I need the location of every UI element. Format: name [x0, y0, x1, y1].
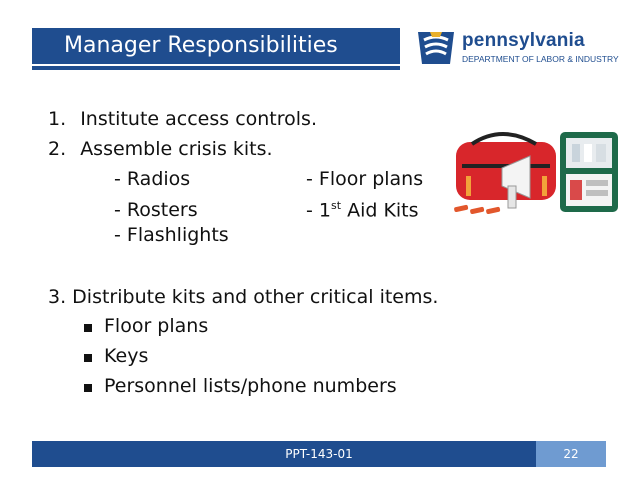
logo-subtitle: DEPARTMENT OF LABOR & INDUSTRY: [462, 54, 619, 64]
list-item-1: [48, 108, 317, 130]
item-text: Institute access controls.: [80, 108, 317, 130]
slide-title: Manager Responsibilities: [32, 28, 400, 64]
bullet-item: Personnel lists/phone numbers: [104, 375, 397, 397]
kit-item-flashlights: - Flashlights: [114, 224, 229, 246]
kit-item-floor-plans: - Floor plans: [306, 168, 424, 190]
first-aid-suffix: Aid Kits: [341, 199, 419, 222]
pennsylvania-logo: [414, 28, 624, 72]
kit-item-radios: - Radios: [114, 168, 191, 190]
footer-bar: [32, 441, 606, 467]
item-number: 1.: [48, 108, 67, 130]
kit-item-rosters: - Rosters: [114, 199, 198, 221]
page-number: 22: [536, 441, 606, 467]
bullet-marker: [84, 324, 92, 332]
bullet-item: Floor plans: [104, 315, 209, 337]
item-number: 2.: [48, 138, 67, 160]
list-item-3: 3. Distribute kits and other critical items.: [48, 286, 439, 308]
logo-name: pennsylvania: [462, 30, 585, 51]
crisis-kit-image: [452, 128, 622, 220]
first-aid-sup: st: [330, 199, 342, 212]
list-item-2: [48, 138, 273, 160]
keystone-icon: [414, 28, 458, 68]
bullet-marker: [84, 354, 92, 362]
title-underline: [32, 66, 400, 70]
kit-item-first-aid: [306, 199, 419, 221]
footer-code: PPT-143-01: [285, 447, 353, 461]
bullet-item: Keys: [104, 345, 149, 367]
first-aid-prefix: - 1: [306, 199, 331, 222]
bullet-marker: [84, 384, 92, 392]
item-text: Assemble crisis kits.: [80, 138, 273, 160]
